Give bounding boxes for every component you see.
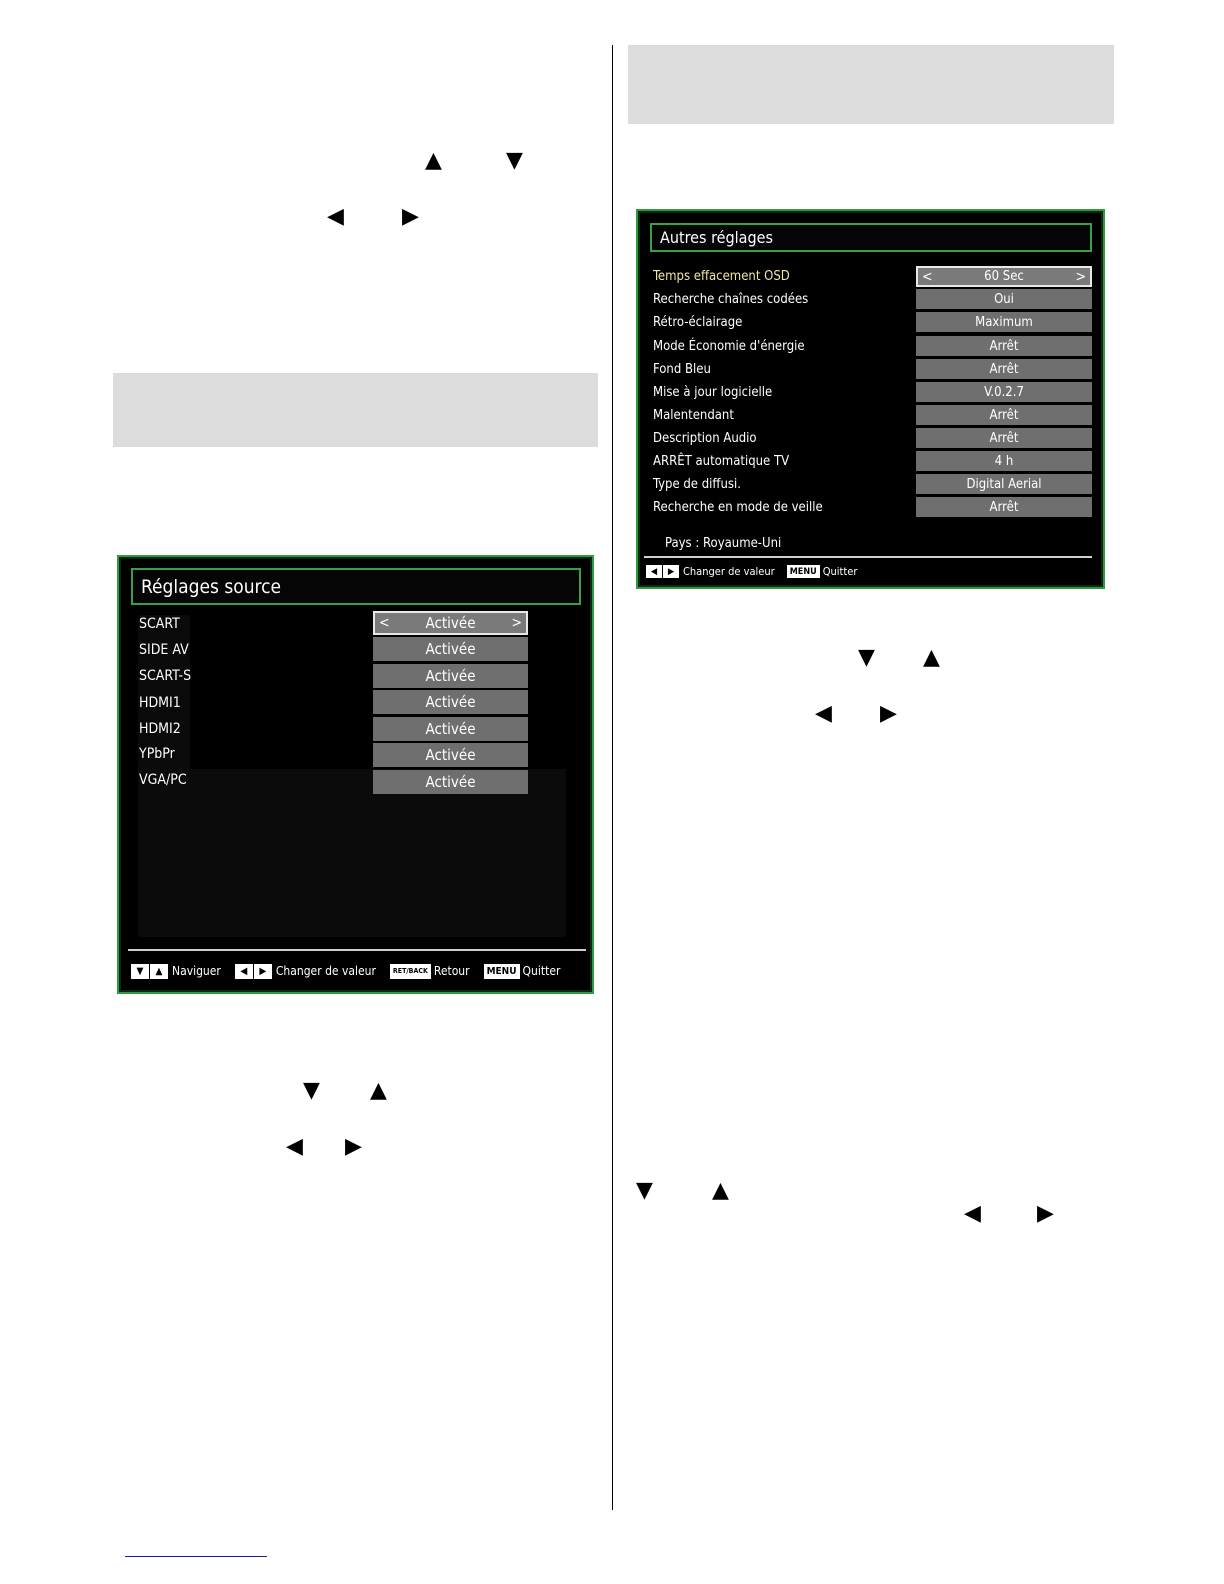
setting-label: Mode Économie d'énergie <box>653 339 805 354</box>
setting-label: Description Audio <box>653 431 757 446</box>
change-value-label: Changer de valeur <box>683 565 775 578</box>
setting-label: Recherche en mode de veille <box>653 500 823 515</box>
source-value-box[interactable]: Activée <box>373 664 528 688</box>
section-header-band-right <box>628 45 1114 124</box>
change-keys <box>235 964 273 979</box>
source-row-label: HDMI2 <box>139 721 181 737</box>
change-value-label: Changer de valeur <box>275 964 376 978</box>
country-label: Pays : Royaume-Uni <box>665 536 782 551</box>
right-key-icon: ▶ <box>254 964 272 979</box>
up-arrow-icon: ▲ <box>712 1178 729 1203</box>
up-key-icon: ▲ <box>150 964 168 979</box>
setting-label-selected: Temps effacement OSD <box>653 269 790 284</box>
navigate-label: Naviguer <box>172 964 221 978</box>
source-row-label: YPbPr <box>139 746 175 762</box>
left-arrow-icon: ◀ <box>964 1201 981 1226</box>
right-arrow-icon: ▶ <box>402 204 419 229</box>
left-key-icon: ◀ <box>235 964 253 979</box>
down-arrow-icon: ▼ <box>858 645 875 670</box>
down-arrow-icon: ▼ <box>636 1178 653 1203</box>
empty-list-area <box>138 769 566 937</box>
down-key-icon: ▼ <box>131 964 149 979</box>
return-label: Retour <box>433 964 470 978</box>
source-value-box[interactable]: Activée <box>373 770 528 794</box>
right-arrow-icon: ▶ <box>1037 1201 1054 1226</box>
setting-value-box[interactable]: V.0.2.7 <box>916 382 1092 402</box>
source-value-selector[interactable] <box>373 611 528 635</box>
footnote-rule <box>125 1556 267 1557</box>
section-header-band-left <box>113 373 598 447</box>
other-settings-footer <box>646 564 857 579</box>
right-arrow-icon: ▶ <box>880 701 897 726</box>
other-settings-title: Autres réglages <box>650 223 1092 252</box>
left-arrow-icon: ◀ <box>286 1134 303 1159</box>
setting-label: Rétro-éclairage <box>653 315 743 330</box>
right-arrow-icon: ▶ <box>345 1134 362 1159</box>
setting-label: Malentendant <box>653 408 734 423</box>
right-key-icon: ▶ <box>663 565 679 578</box>
up-arrow-icon: ▲ <box>425 148 442 173</box>
left-key-icon: ◀ <box>646 565 662 578</box>
setting-value-box[interactable]: Maximum <box>916 312 1092 332</box>
source-row-label: HDMI1 <box>139 695 181 711</box>
setting-value-box[interactable]: Digital Aerial <box>916 474 1092 494</box>
chevron-right-icon[interactable]: > <box>1075 268 1086 285</box>
source-row-label: SCART-S <box>139 668 192 684</box>
source-row-label: VGA/PC <box>139 772 187 788</box>
left-arrow-icon: ◀ <box>327 204 344 229</box>
footer-separator <box>644 556 1092 558</box>
chevron-left-icon[interactable]: < <box>922 268 933 285</box>
source-value-box[interactable]: Activée <box>373 637 528 661</box>
source-row-label: SIDE AV <box>139 642 189 658</box>
setting-value-box[interactable]: Oui <box>916 289 1092 309</box>
menu-key-icon: MENU <box>787 565 820 578</box>
setting-label: Recherche chaînes codées <box>653 292 809 307</box>
other-settings-screen <box>636 209 1105 589</box>
footer-separator <box>128 949 586 951</box>
left-arrow-icon: ◀ <box>815 701 832 726</box>
source-value: Activée <box>425 614 476 632</box>
setting-label: Type de diffusi. <box>653 477 741 492</box>
source-settings-title: Réglages source <box>131 568 581 605</box>
source-value-box[interactable]: Activée <box>373 743 528 767</box>
setting-label: Mise à jour logicielle <box>653 385 773 400</box>
nav-keys <box>131 964 169 979</box>
up-arrow-icon: ▲ <box>370 1078 387 1103</box>
setting-label: Fond Bleu <box>653 362 711 377</box>
chevron-right-icon[interactable]: > <box>511 615 522 631</box>
column-divider <box>612 45 613 1510</box>
return-key-icon: RET/BACK <box>390 964 431 979</box>
source-value-box[interactable]: Activée <box>373 717 528 741</box>
change-keys <box>646 565 680 578</box>
up-arrow-icon: ▲ <box>923 645 940 670</box>
quit-label: Quitter <box>522 964 561 978</box>
down-arrow-icon: ▼ <box>303 1078 320 1103</box>
setting-value-box[interactable]: Arrêt <box>916 428 1092 448</box>
setting-value: 60 Sec <box>984 269 1024 284</box>
quit-label: Quitter <box>822 565 858 578</box>
setting-value-box[interactable]: Arrêt <box>916 497 1092 517</box>
source-row-label: SCART <box>139 616 180 632</box>
source-settings-footer <box>131 962 560 980</box>
setting-value-selector[interactable] <box>916 266 1092 287</box>
setting-value-box[interactable]: Arrêt <box>916 336 1092 356</box>
setting-value-box[interactable]: Arrêt <box>916 359 1092 379</box>
setting-value-box[interactable]: 4 h <box>916 451 1092 471</box>
menu-key-icon: MENU <box>484 964 520 979</box>
setting-label: ARRÊT automatique TV <box>653 454 790 469</box>
down-arrow-icon: ▼ <box>506 148 523 173</box>
chevron-left-icon[interactable]: < <box>379 615 390 631</box>
source-settings-screen <box>117 555 594 994</box>
setting-value-box[interactable]: Arrêt <box>916 405 1092 425</box>
source-value-box[interactable]: Activée <box>373 690 528 714</box>
